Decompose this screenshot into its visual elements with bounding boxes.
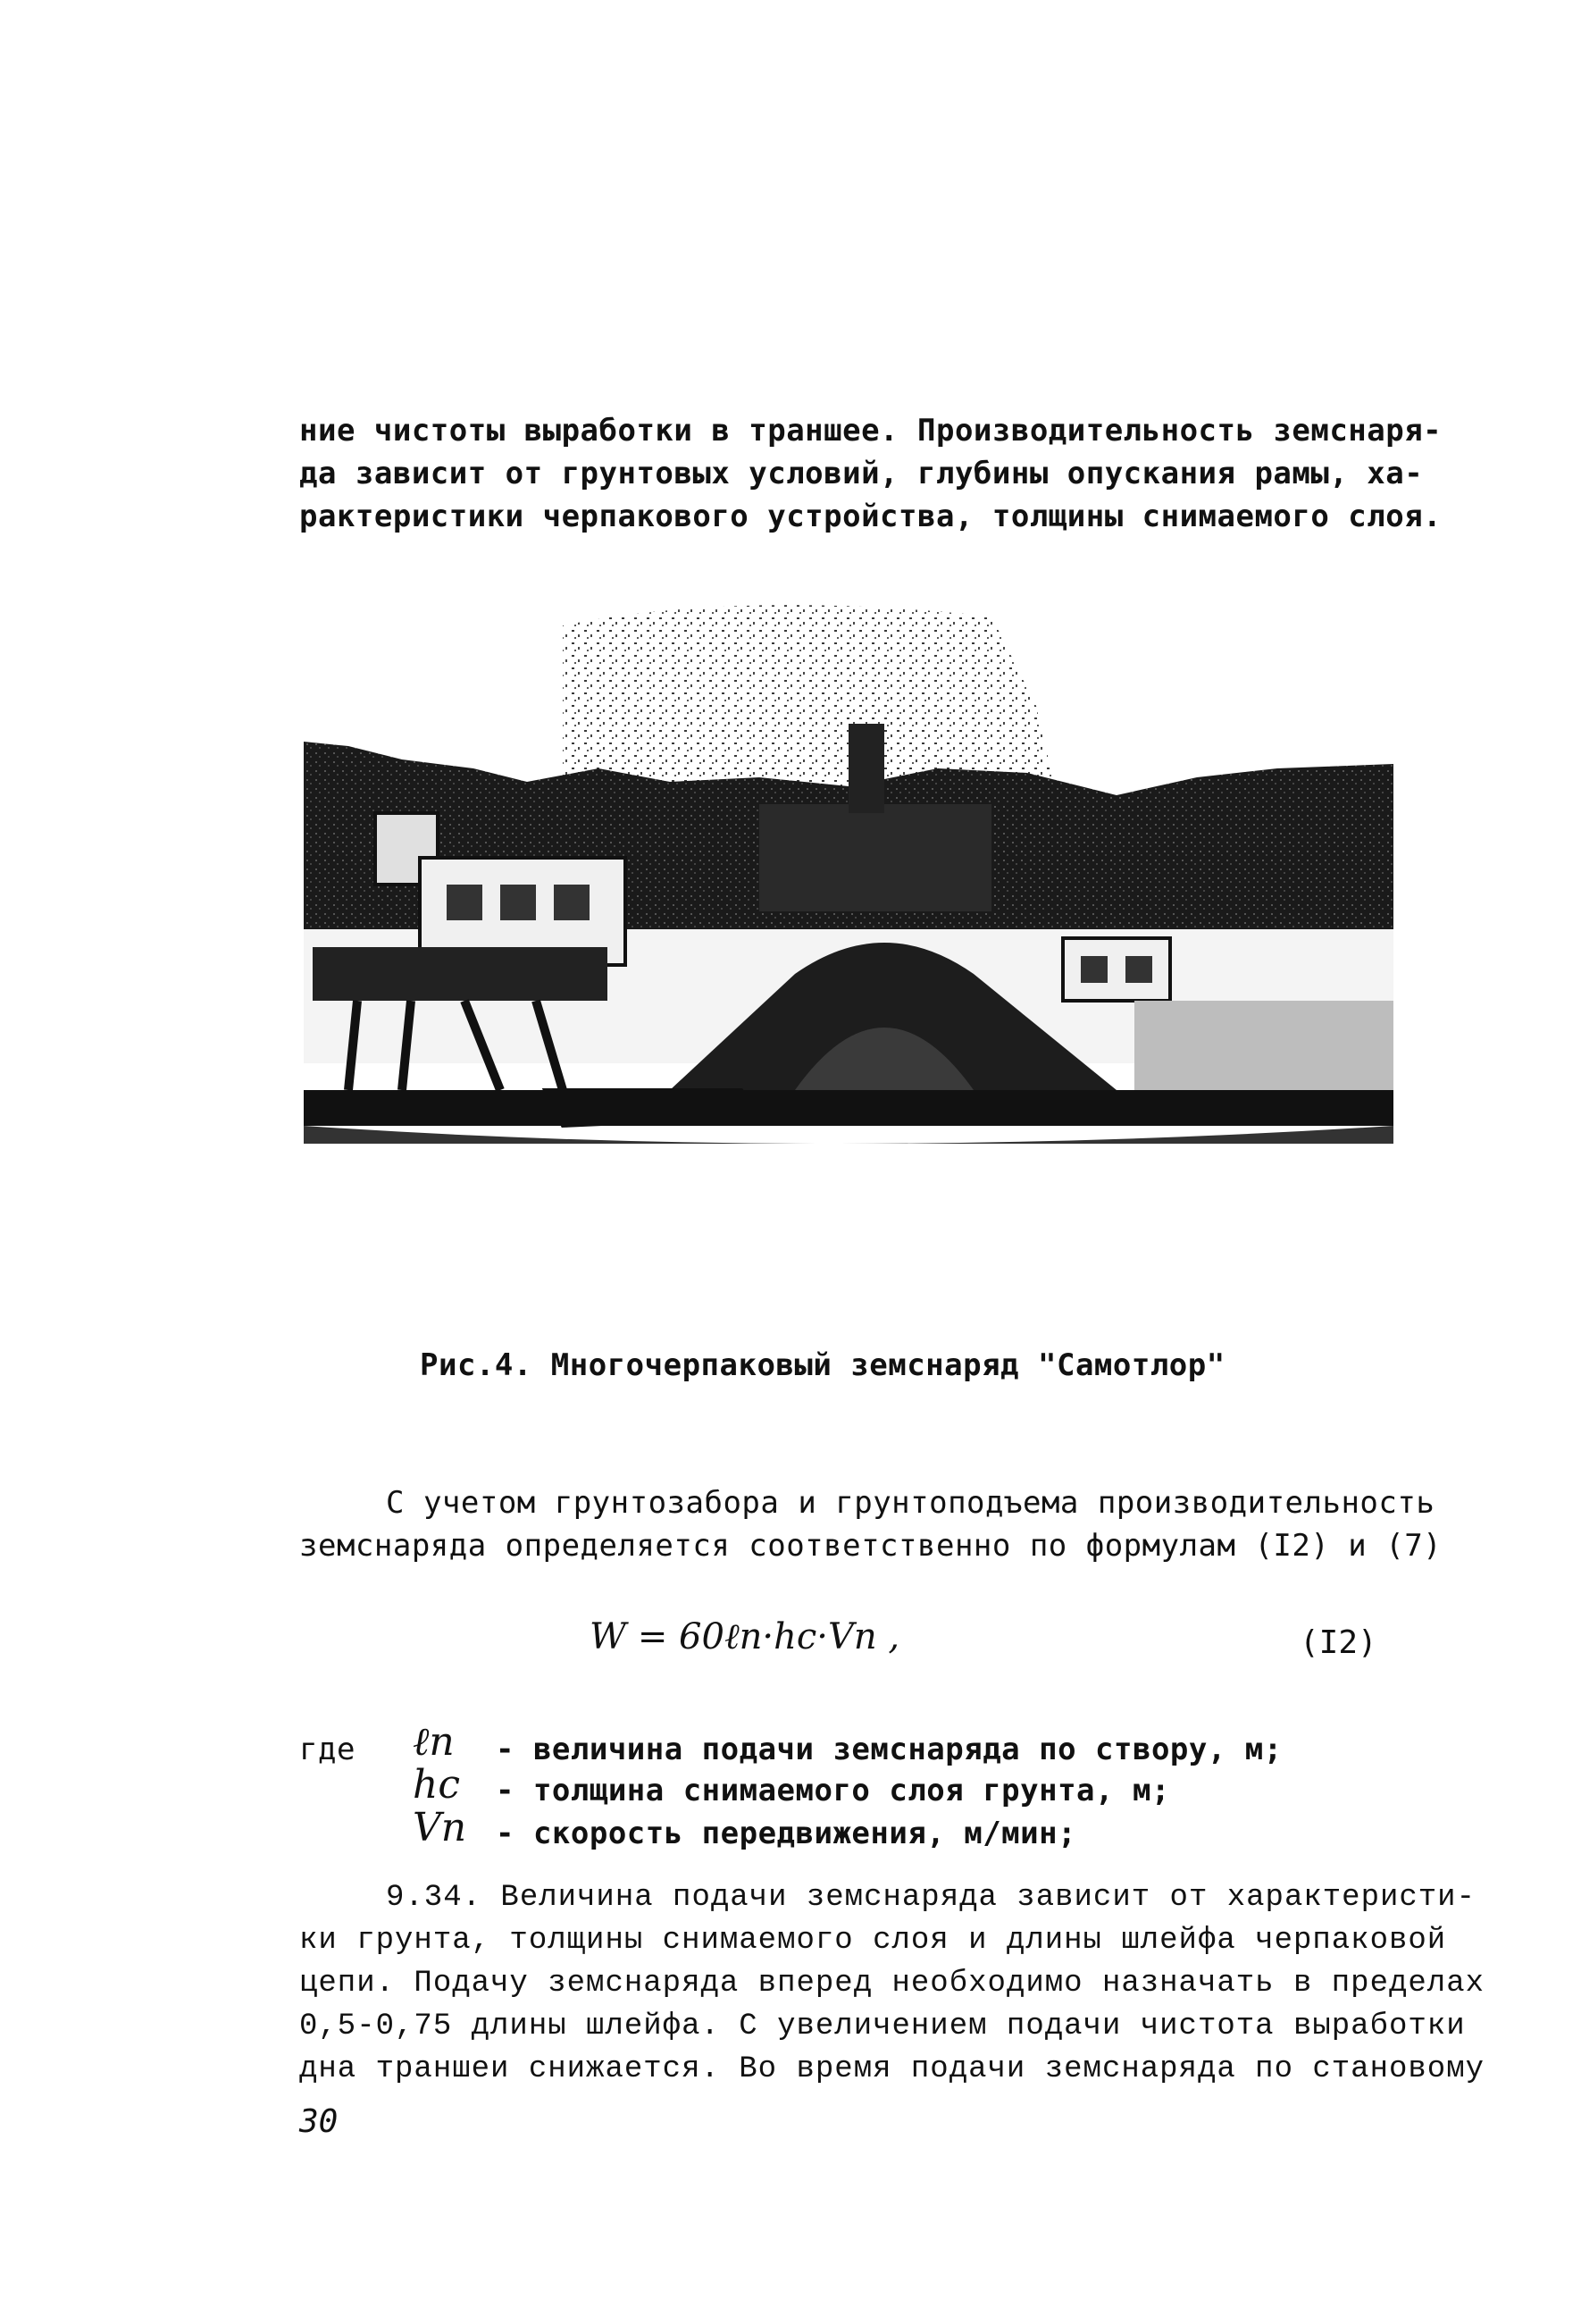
definitions-where: где xyxy=(299,1732,356,1767)
symbol-vn: Vп xyxy=(413,1805,467,1850)
para2-line-2: земснаряда определяется соответственно по формулам (I2) и (7) xyxy=(299,1528,1443,1564)
definition-ln: - величина подачи земснаряда по створу, м; xyxy=(496,1732,1283,1767)
paragraph-line-3: рактеристики черпакового устройства, толщины снимаемого слоя. xyxy=(299,499,1443,534)
para2-line-1: С учетом грунтозабора и грунтоподъема производительность xyxy=(386,1485,1435,1521)
para3-line-1: 9.34. Величина подачи земснаряда зависит от характеристи- xyxy=(386,1881,1476,1915)
definition-vn: - скорость передвижения, м/мин; xyxy=(496,1816,1077,1851)
formula-number: (I2) xyxy=(1300,1624,1377,1661)
paragraph-line-1: ние чистоты выработки в траншее. Производительность земснаря- xyxy=(299,413,1443,449)
para3-line-3: цепи. Подачу земснаряда вперед необходимо назначать в пределах xyxy=(299,1967,1485,2001)
paragraph-line-2: да зависит от грунтовых условий, глубины опускания рамы, ха- xyxy=(299,456,1424,491)
para3-line-2: ки грунта, толщины снимаемого слоя и длины шлейфа черпаковой xyxy=(299,1924,1447,1958)
symbol-ln: ℓп xyxy=(413,1719,455,1765)
figure-caption: Рис.4. Многочерпаковый земснаряд "Самотлор" xyxy=(420,1347,1225,1383)
definition-hc: - толщина снимаемого слоя грунта, м; xyxy=(496,1773,1170,1808)
dredger-photo xyxy=(295,590,1402,1162)
symbol-hc: hс xyxy=(413,1762,460,1808)
para3-line-5: дна траншеи снижается. Во время подачи земснаряда по становому xyxy=(299,2052,1485,2086)
para3-line-4: 0,5-0,75 длины шлейфа. С увеличением подачи чистота выработки xyxy=(299,2009,1466,2043)
formula-12 xyxy=(590,1615,899,1657)
page-number: 30 xyxy=(299,2103,339,2140)
formula-expression: W = 60ℓп·hс·Vп , xyxy=(590,1616,900,1657)
